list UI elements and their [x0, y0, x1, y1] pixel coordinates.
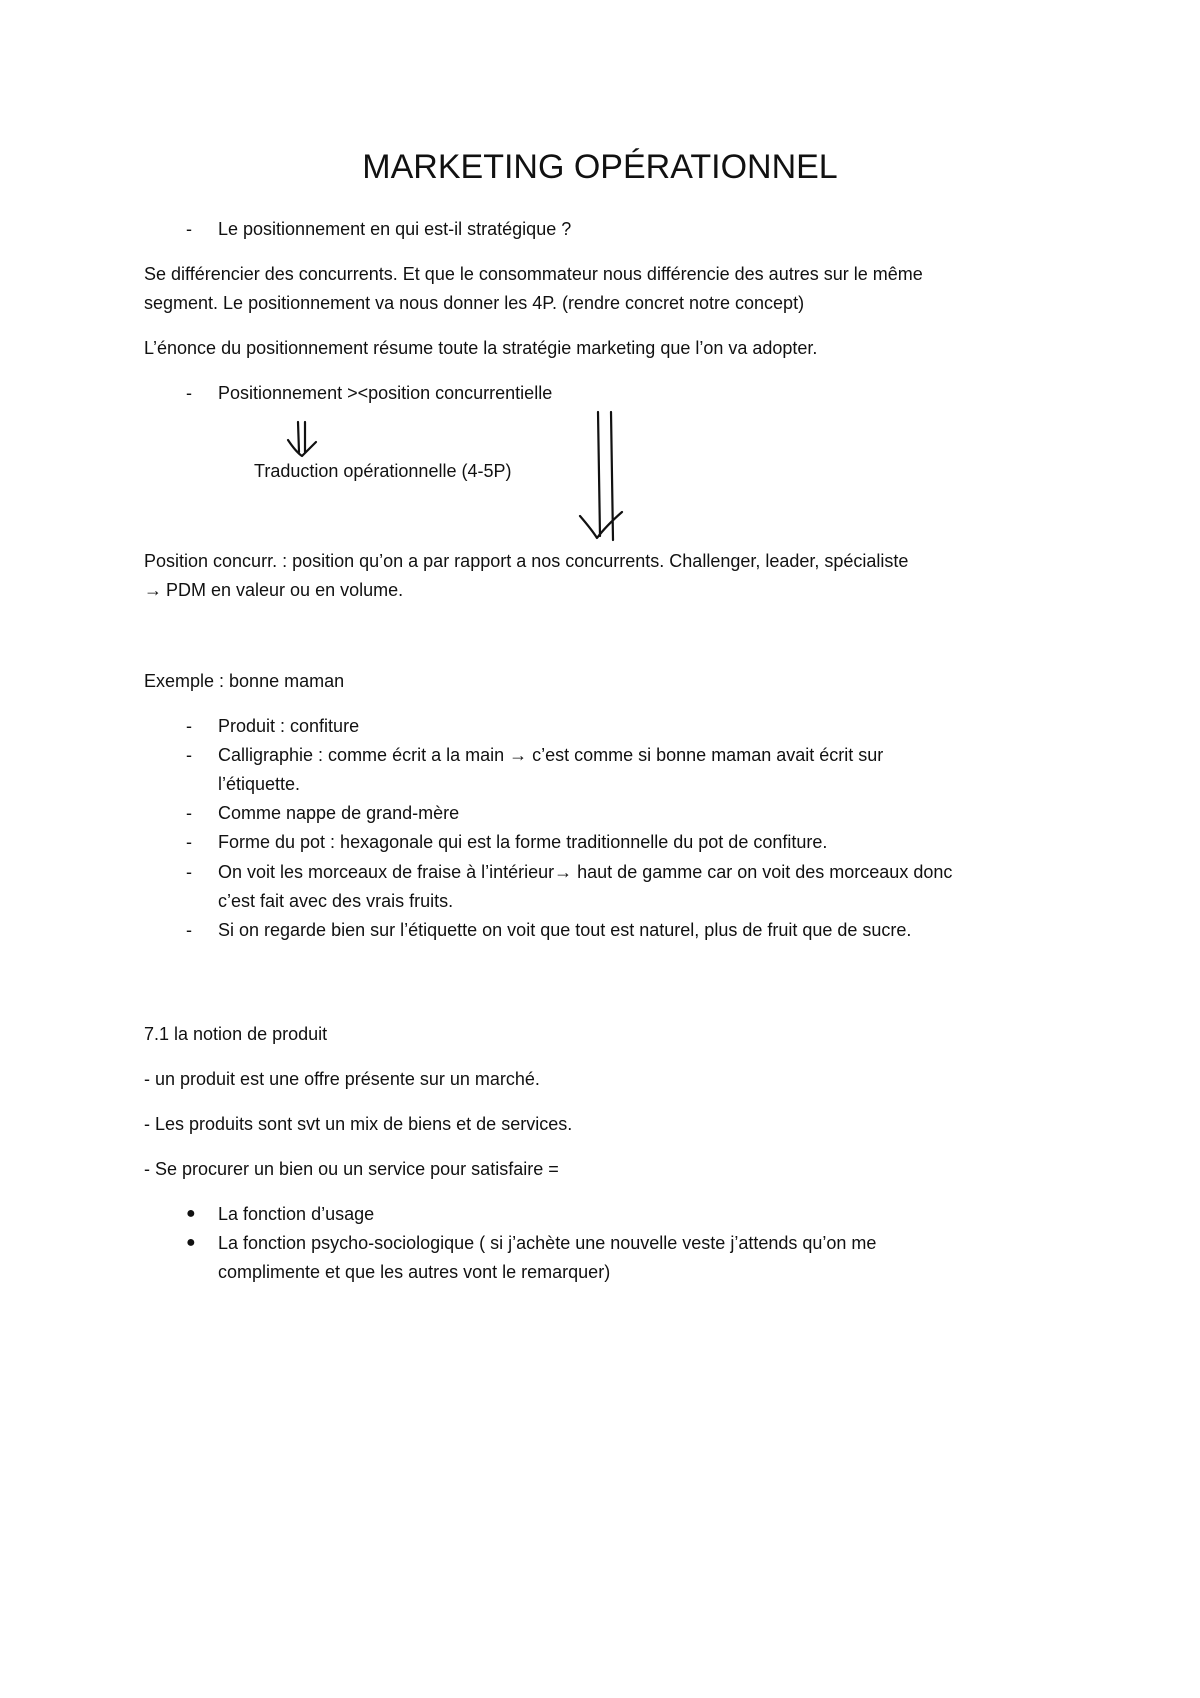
dash-marker: -	[186, 716, 192, 736]
function-item: La fonction psycho-sociologique ( si j’achète une nouvelle veste j’attends qu’on me	[218, 1233, 877, 1253]
dash-marker: -	[186, 803, 192, 823]
example-item: Forme du pot : hexagonale qui est la forme traditionnelle du pot de confiture.	[218, 832, 828, 852]
example-item: Comme nappe de grand-mère	[218, 803, 460, 823]
example-item: On voit les morceaux de fraise à l’intérieur→ haut de gamme car on voit des morceaux donc	[218, 862, 953, 882]
example-item-continuation: c’est fait avec des vrais fruits.	[218, 891, 454, 911]
paragraph-statement: L’énonce du positionnement résume toute la stratégie marketing que l’on va adopter.	[144, 338, 818, 358]
intro-question: Le positionnement en qui est-il stratégique ?	[218, 219, 572, 239]
position-definition-line2: PDM en valeur ou en volume.	[166, 580, 404, 600]
example-item-continuation: l’étiquette.	[218, 774, 301, 794]
bullet-icon: ●	[186, 1234, 196, 1251]
positioning-item: Positionnement ><position concurrentielle	[218, 383, 553, 403]
hand-drawn-arrows	[0, 0, 1200, 600]
product-line: - Se procurer un bien ou un service pour satisfaire =	[144, 1159, 559, 1179]
function-item-continuation: complimente et que les autres vont le remarquer)	[218, 1262, 611, 1282]
example-item: Si on regarde bien sur l’étiquette on voit que tout est naturel, plus de fruit que de sucre.	[218, 920, 912, 940]
long-down-arrow-icon	[580, 412, 622, 540]
example-heading: Exemple : bonne maman	[144, 671, 345, 691]
product-line: - un produit est une offre présente sur un marché.	[144, 1069, 540, 1089]
translation-label: Traduction opérationnelle (4-5P)	[254, 461, 512, 481]
dash-marker: -	[186, 862, 192, 882]
paragraph-differentiation-line2: segment. Le positionnement va nous donner les 4P. (rendre concret notre concept)	[144, 293, 805, 313]
right-arrow-icon: →	[144, 580, 162, 600]
small-down-arrow-icon	[288, 422, 316, 456]
dash-marker: -	[186, 920, 192, 940]
product-line: - Les produits sont svt un mix de biens et de services.	[144, 1114, 573, 1134]
example-item: Produit : confiture	[218, 716, 360, 736]
page-title: MARKETING OPÉRATIONNEL	[362, 148, 838, 186]
dash-marker: -	[186, 745, 192, 765]
dash-marker: -	[186, 383, 192, 403]
function-item: La fonction d’usage	[218, 1204, 375, 1224]
section-heading: 7.1 la notion de produit	[144, 1024, 328, 1044]
dash-marker: -	[186, 219, 192, 239]
dash-marker: -	[186, 832, 192, 852]
paragraph-differentiation-line1: Se différencier des concurrents. Et que le consommateur nous différencie des autres sur le même	[144, 264, 923, 284]
example-item: Calligraphie : comme écrit a la main → c’est comme si bonne maman avait écrit sur	[218, 745, 884, 765]
position-definition-line1: Position concurr. : position qu’on a par rapport a nos concurrents. Challenger, leader, spécialiste	[144, 551, 909, 571]
bullet-icon: ●	[186, 1205, 196, 1222]
